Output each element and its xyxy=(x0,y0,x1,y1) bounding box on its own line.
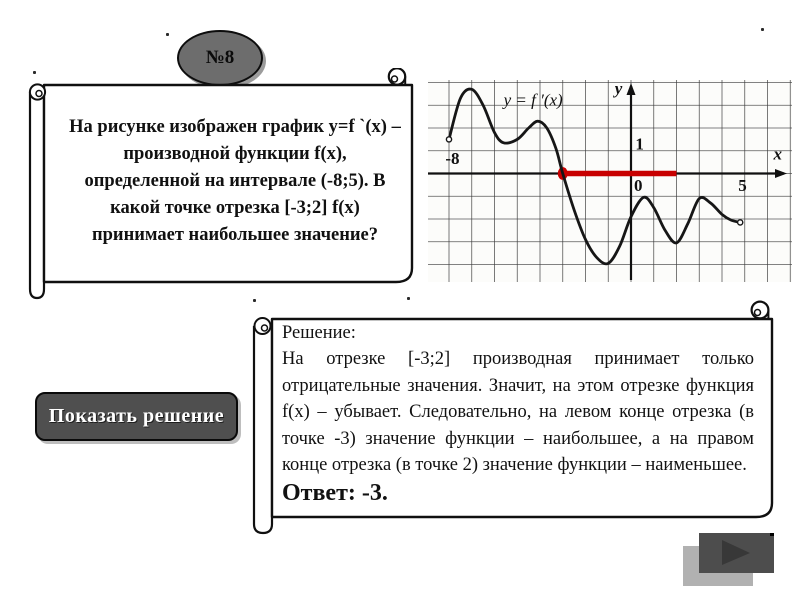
svg-text:5: 5 xyxy=(738,176,747,196)
solution-text-block xyxy=(282,320,754,507)
solution-heading: Решение: xyxy=(282,323,356,343)
solution-answer: Ответ: -3. xyxy=(282,479,388,506)
dot-artifact xyxy=(166,33,169,36)
derivative-graph xyxy=(428,80,792,282)
solution-scroll xyxy=(248,298,778,540)
problem-number-label: №8 xyxy=(205,47,235,68)
play-forward-icon xyxy=(699,533,774,573)
svg-text:y = f ′(x): y = f ′(x) xyxy=(503,90,563,110)
dot-artifact xyxy=(407,297,410,300)
scroll-curl-icon xyxy=(30,84,45,99)
svg-text:1: 1 xyxy=(635,134,644,154)
dot-artifact xyxy=(253,299,256,302)
problem-scroll xyxy=(28,68,420,304)
next-slide-control[interactable] xyxy=(683,533,774,587)
problem-text: На рисунке изображен график y=f `(x) – производной функции f(x), определенной на интервале (-8;5). В какой точке отрезка [-3;2] f(x) принимает наибольшее значение? xyxy=(69,117,401,245)
dot-artifact xyxy=(761,28,764,31)
solution-body: На отрезке [-3;2] производная принимает только отрицательные значения. Значит, на этом отрезке функция f(x) – убывает. Следовательно, на левом конце отрезка (в точке -3) значение функции – наибольшее, а на правом конце отрезка (в точке 2) значение функции – наименьшее. xyxy=(282,349,754,475)
corner-mark xyxy=(770,533,774,536)
show-solution-button[interactable] xyxy=(35,392,238,441)
svg-text:0: 0 xyxy=(634,176,643,196)
svg-text:y: y xyxy=(614,80,623,98)
show-solution-label: Показать решение xyxy=(48,405,225,427)
svg-text:-8: -8 xyxy=(445,148,460,168)
derivative-graph-figure xyxy=(428,80,792,282)
svg-text:x: x xyxy=(773,144,782,164)
next-button[interactable] xyxy=(699,533,774,573)
dot-artifact xyxy=(33,71,36,74)
